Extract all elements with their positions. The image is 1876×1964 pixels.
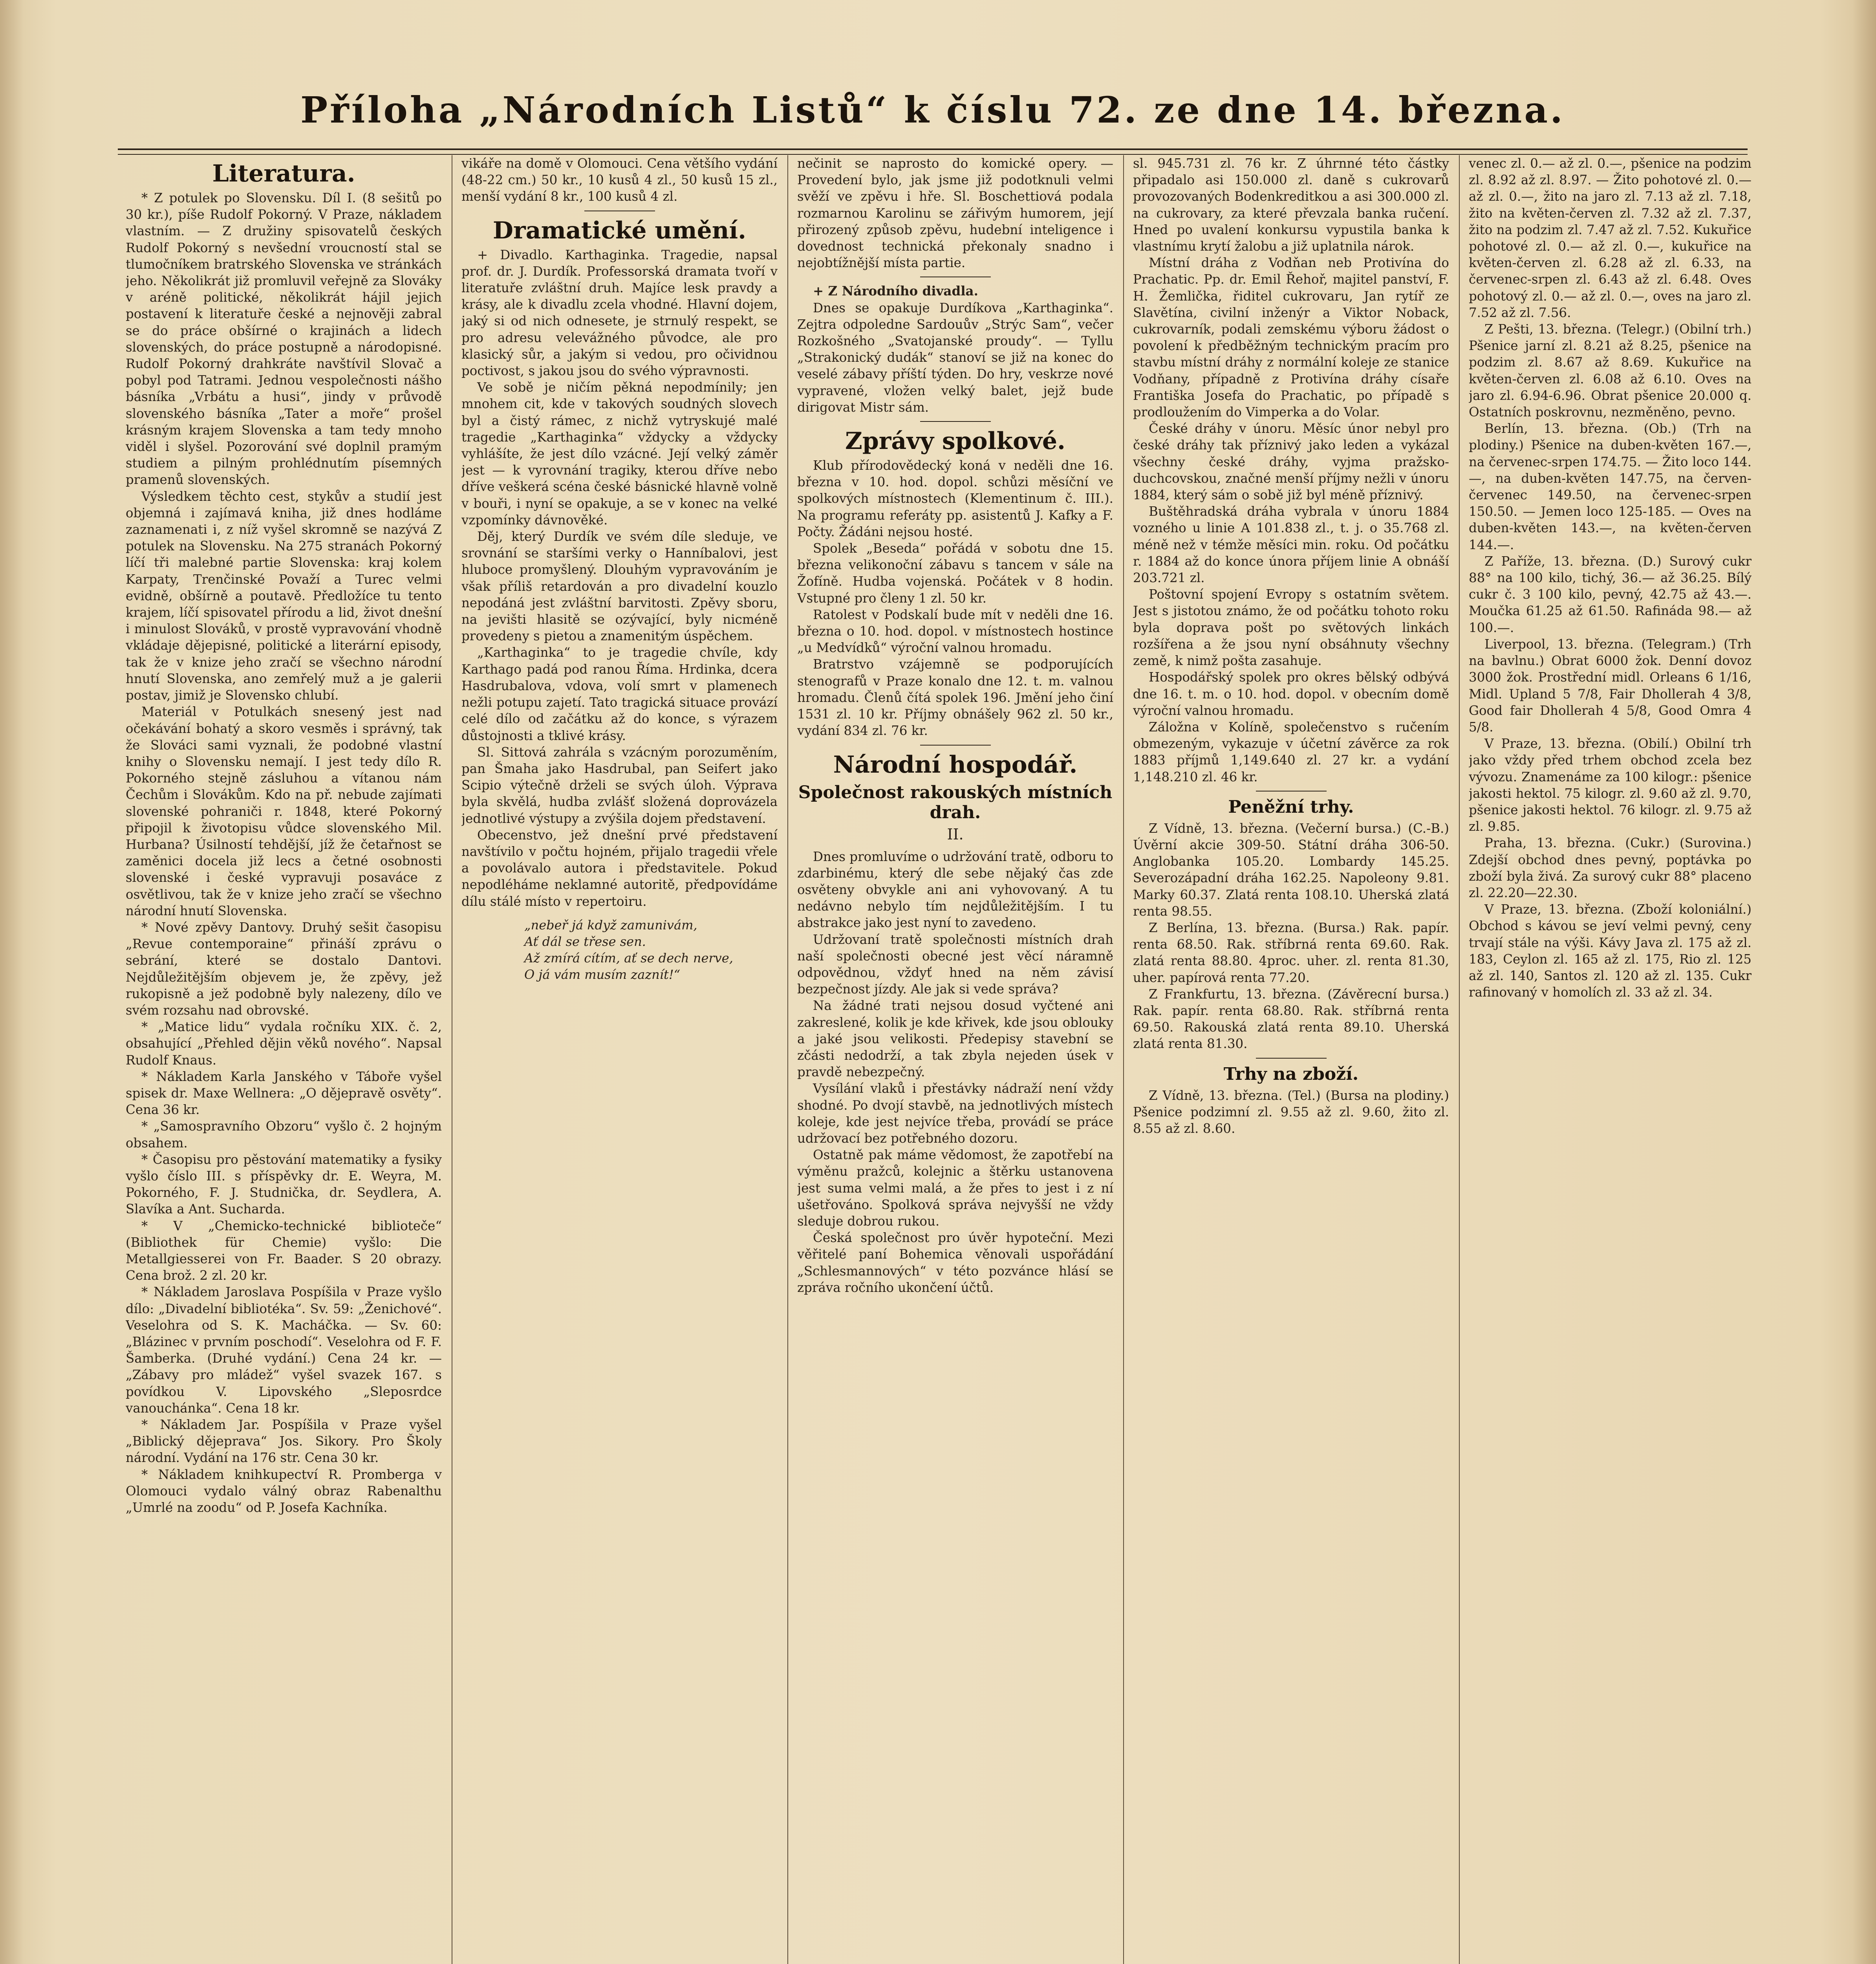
article-paragraph: Výsledkem těchto cest, stykův a studií jest objemná i zajímavá kniha, již dnes hodláme zaznamenati i, z níž vyšel skromně se nazývá Z potulek na Slovensku. Na 275 stranách Pokorný líčí tři malebné partie Slovenska: kraj kolem Karpaty, Trenčinské Považí a Turec velmi evidně, obšírně a poutavě. Předložíce tu tento krajem, líčí spisovatel přírodu a lid, život dnešní i minulost Slováků, v prostě vypravování vhodně vkládaje dějepisné, politické a literární episody, tak že v knize jeho zračí se všechno národní hnutí Slovenska, ano zemřelý muž a je galerii postav, jimiž je Slovensko chlubí. [126,489,442,703]
section-rule [920,745,991,746]
article-paragraph: * Nákladem Karla Janského v Táboře vyšel spisek dr. Maxe Wellnera: „O dějepravě osvěty“. Cena 36 kr. [126,1069,442,1118]
article-paragraph: Záložna v Kolíně, společenstvo s ručením obmezeným, vykazuje v účetní závěrce za rok 1883 příjmů 1,149.640 zl. 27 kr. a vydání 1,148.210 zl. 46 kr. [1133,719,1449,784]
article-paragraph: * Časopisu pro pěstování matematiky a fysiky vyšlo číslo III. s příspěvky dr. E. Weyra, M. Pokorného, F. J. Studnička, dr. Seydlera, A. Slavíka a Ant. Sucharda. [126,1152,442,1217]
column-1 [126,155,442,1964]
article-paragraph: Obecenstvo, jež dnešní prvé představení navštívilo v počtu hojném, přijalo tragedii vřele a povolávalo autora i představitele. Pokud nepodléháme neklamné autoritě, předpovídáme dílu stálé místo v repertoiru. [461,827,778,909]
article-paragraph: * Nákladem knihkupectví R. Promberga v Olomouci vydalo válný obraz Rabenalthu „Umrlé na zoodu“ od P. Josefa Kachníka. [126,1467,442,1515]
article-paragraph: Hospodářský spolek pro okres bělský odbývá dne 16. t. m. o 10. hod. dopol. v obecním domě výroční valnou hromadu. [1133,670,1449,718]
article-paragraph: venec zl. 0.— až zl. 0.—, pšenice na podzim zl. 8.92 až zl. 8.97. — Žito pohotové zl. 0.— až zl. 0.—, žito na jaro zl. 7.13 až zl. 7.18, žito na květen-červen zl. 7.32 až zl. 7.37, žito na podzim zl. 7.47 až zl. 7.52. Kukuřice pohotové zl. 0.— až zl. 0.—, kukuřice na květen-červen zl. 6.28 až zl. 6.33, na červenec-srpen zl. 6.43 až zl. 6.48. Oves pohotový zl. 0.— až zl. 0.—, oves na jaro zl. 7.52 až zl. 7.56. [1469,156,1752,320]
article-paragraph: * Nákladem Jaroslava Pospíšila v Praze vyšlo dílo: „Divadelní bibliotéka“. Sv. 59: „Ženichové“. Veselohra od S. K. Macháčka. — Sv. 60: „Blázinec v prvním poschodí“. Veselohra od F. F. Šamberka. (Druhé vydání.) Cena 24 kr. — „Zábavy pro mládež“ vyšel svazek 167. s povídkou V. Lipovského „Sleposrdce vanouchánka“. Cena 18 kr. [126,1284,442,1416]
masthead [118,81,1748,143]
article-paragraph: Z Paříže, 13. března. (D.) Surový cukr 88° na 100 kilo, tichý, 36.— až 36.25. Bílý cukr č. 3 100 kilo, pevný, 42.75 až 43.—. Moučka 61.25 až 61.50. Rafináda 98.— až 100.—. [1469,553,1752,635]
article-paragraph: nečinit se naprosto do komické opery. — Provedení bylo, jak jsme již podotknuli velmi svěží ve zpěvu i hře. Sl. Boschettiová podala rozmarnou Karolinu se zářivým humorem, její přirozený způsob zpěvu, hudební inteligence i dovednost technická překonaly snadno i nejobtížnější místa partie. [797,156,1113,271]
page-edge-shadow [0,0,24,1964]
article-paragraph: Z Vídně, 13. března. (Tel.) (Bursa na plodiny.) Pšenice podzimní zl. 9.55 až zl. 9.60, žito zl. 8.55 až zl. 8.60. [1133,1088,1449,1136]
article-paragraph: Ve sobě je ničím pěkná nepodmínily; jen mnohem cit, kde v takových soudných slovech byl a čistý rámec, z nichž vytryskujé malé tragedie „Karthaginka“ vždycky a vždycky vyhlášíte, že jest dílo vzácné. Její velký záměr jest — k vyrovnání tragiky, kterou dříve nebo dříve veškerá scéna české básnické hlavně volně v bouři, i nyní se opakuje, a se v konec na velké vzpomínky dávnověké. [461,380,778,528]
section-heading-literatura: Literatura. [212,160,355,187]
article-paragraph: Materiál v Potulkách snesený jest nad očekávání bohatý a skoro vesměs i správný, tak že Slováci sami vyznali, že podobné vlastní knihy o Slovensku nemají. I jest tedy dílo R. Pokorného stejně zásluhou a vítanou nám Čechům i Slovákům. Kdo na př. nebude zajímati slovenské pohraniči r. 1848, které Pokorný připojil k životopisu vůdce slovenského Mil. Hurbana? Úsilností tehdější, jíž že četařnost se zaměnici docela již lecs a četné osobnosti slovenské i české vypravuji posaváce z osvětlivou, tak že v knize jeho zračí se všechno národní hnutí Slovenska. [126,704,442,918]
article-paragraph: Dnes promluvíme o udržování tratě, odboru to zdarbinému, který dle sebe nějaký čas zde osvěteny obvykle ani ani vyhovovaný. A tu nedávno nebylo tím nejdůležitějším. I tu abstrakce jako jest nyní to zavedeno. [797,849,1113,931]
article-paragraph: Buštěhradská dráha vybrala v únoru 1884 vozného u linie A 101.838 zl., t. j. o 35.768 zl. méně než v témže měsíci min. roku. Od počátku r. 1884 až do konce února příjem linie A obnáší 203.721 zl. [1133,504,1449,586]
article-paragraph: Dnes se opakuje Durdíkova „Karthaginka“. Zejtra odpoledne Sardouův „Strýc Sam“, večer Rozkošného „Svatojanské proudy“. — Tyllu „Strakonický dudák“ stanoví se již na konec do veselé zábavy příští týden. Do hry, veskrze nové vypravené, vložen velký balet, jejž bude dirigovat Mistr sám. [797,300,1113,415]
article-paragraph: Bratrstvo vzájemně se podporujících stenografů v Praze konalo dne 12. t. m. valnou hromadu. Členů čítá spolek 196. Jmění jeho činí 1531 zl. 10 kr. Příjmy obnášely 962 zl. 50 kr., vydání 834 zl. 76 kr. [797,657,1113,738]
subheading-divadlo: + Z Národního divadla. [813,283,978,299]
article-paragraph: Z Pešti, 13. března. (Telegr.) (Obilní trh.) Pšenice jarní zl. 8.21 až 8.25, pšenice na podzim zl. 8.67 až 8.69. Kukuřice na květen-červen zl. 6.08 až 6.10. Oves na jaro zl. 6.94-6.96. Obrat pšenice 20.000 q. Ostatních poskrovnu, nezměněno, pevno. [1469,322,1752,420]
poem-line: Ať dál se třese sen. [524,934,646,949]
article-paragraph: * Z potulek po Slovensku. Díl I. (8 sešitů po 30 kr.), píše Rudolf Pokorný. V Praze, nákladem vlastním. — Z družiny spisovatelů českých Rudolf Pokorný s nevšední vroucností stal se tlumočníkem bratrského Slovenska ve stránkách jeho. Několikrát již promluvil veřejně za Slováky v aréně politické, několikrát hájil jejich postavení k literatuře české a nejnověji zabral se do práce obšírné o krajinách a lidech slovenských, do práce postupně a národopisné. Rudolf Pokorný drahkráte navštívil Slovač a pobyl pod Tatrami. Jednou vespolečnosti nášho básníka „Vrbátu a husi“, jindy v průvodě slovenského básníka „Tater a moře“ prošel krásným krajem Slovenska a tam tedy mnoho viděl i slyšel. Pozorování své doplnil pramým studiem a pilným prohlédnutím písemných pramenů slovenských. [126,191,442,487]
article-paragraph: Na žádné trati nejsou dosud vyčtené ani zakreslené, kolik je kde křivek, kde jsou oblouky a jaké jsou velikosti. Předepisy stavební se zčásti nedodrží, a tak zbyla nejeden úsek v pravdě nebezpečný. [797,998,1113,1080]
article-paragraph: Udržovaní tratě společnosti místních drah naší společnosti obecné jest věcí náramně odpovědnou, vždyť hned na něm závisí bezpečnost jízdy. Ale jak si vede správa? [797,932,1113,997]
article-paragraph: Místní dráha z Vodňan neb Protivína do Prachatic. Pp. dr. Emil Řehoř, majitel panství, F. H. Žemlička, řiditel cukrovaru, Jan rytíř ze Slavětína, civilní inženýr a Viktor Noback, cukrovarník, podali zemskému výboru žádost o povolení k předběžným technickým pracím pro stavbu místní dráhy z normální koleje ze stanice Vodňany, případně z Protivína dráhy císaře Františka Josefa do Prachatic, po případě s prodloužením do Vimperka a do Volar. [1133,255,1449,420]
column-5 [1469,155,1752,1964]
section-heading-zpravy: Zprávy spolkové. [845,427,1065,455]
article-paragraph: Ratolest v Podskalí bude mít v neděli dne 16. března o 10. hod. dopol. v místnostech hostince „u Medvídků“ výroční valnou hromadu. [797,607,1113,656]
article-paragraph: Liverpool, 13. března. (Telegram.) (Trh na bavlnu.) Obrat 6000 žok. Denní dovoz 3000 žok. Prostřední midl. Orleans 6 1/16, Midl. Upland 5 7/8, Fair Dhollerah 4 3/8, Good fair Dhollerah 4 5/8, Good Omra 4 5/8. [1469,636,1752,735]
article-paragraph: * „Samospravního Obzoru“ vyšlo č. 2 hojným obsahem. [126,1119,442,1151]
article-paragraph: Sl. Sittová zahrála s vzácným porozuměním, pan Šmaha jako Hasdrubal, pan Seifert jako Scipio výtečně drželi se svých úloh. Výprava byla skvělá, hudba zvlášť složená doprovázela jednotlivé výstupy a zvýšila dojem představení. [461,744,778,826]
poem-quote [524,917,778,983]
article-paragraph: Ostatně pak máme vědomost, že zapotřebí na výměnu pražců, kolejnic a štěrku ustanovena jest suma velmi malá, a že přes to jest i z ní ušetřováno. Spolková správa nejvyšší ne vždy sleduje dobrou rukou. [797,1147,1113,1229]
article-paragraph: * V „Chemicko-technické biblioteče“ (Bibliothek für Chemie) vyšlo: Die Metallgiesserei von Fr. Baader. S 20 obrazy. Cena brož. 2 zl. 20 kr. [126,1218,442,1283]
article-paragraph [797,283,1113,299]
column-2 [461,155,778,1964]
article-paragraph: Česká společnost pro úvěr hypoteční. Mezi věřitelé paní Bohemica věnovali uspořádání „Schlesmannových“ v této pozvánce hlásí se zpráva ročního ukončení účtů. [797,1230,1113,1295]
article-paragraph: + Divadlo. Karthaginka. Tragedie, napsal prof. dr. J. Durdík. Professorská dramata tvoří v literatuře zvláštní druh. Majíce lesk pravdy a krásy, ale k divadlu zcela vhodné. Hlavní dojem, jaký si od nich odnesete, je strnulý respekt, se pro adresu velevážného původce, ale pro klasický sůr, a jakým si vedou, pro očividnou poctivost, s jakou jsou do svého výpravnosti. [461,247,778,379]
article-paragraph: * Nákladem Jar. Pospíšila v Praze vyšel „Biblický dějeprava“ Jos. Sikory. Pro Školy národní. Vydání na 176 str. Cena 30 kr. [126,1417,442,1466]
masthead-title: Příloha „Národních Listů“ k číslu 72. ze dne 14. března. [300,89,1565,131]
article-paragraph: Děj, který Durdík ve svém díle sleduje, ve srovnání se staršími verky o Hanníbalovi, jest hluboce promyšlený. Dlouhým vypravováním je však příliš retardován a pro divadelní kouzlo nepodáná jest zvláštní barvitosti. Zpěvy sboru, na jevišti hlasitě se ozývající, byly nicméně provedeny s pietou a znamenitým úspěchem. [461,529,778,644]
article-paragraph: „Karthaginka“ to je tragedie chvíle, kdy Karthago padá pod ranou Říma. Hrdinka, dcera Hasdrubalova, vdova, volí smrt v plamenech nežli potupu zajetí. Tato tragická situace provází celé dílo od začátku až do konce, s výrazem důstojnosti a tklivé krásy. [461,645,778,743]
section-part-number: II. [947,825,964,843]
section-heading-trhy-na-zbozi: Trhy na zboží. [1223,1064,1359,1084]
section-heading-penezni-trhy: Peněžní trhy. [1228,797,1354,817]
column-3 [797,155,1113,1964]
section-rule [1256,1058,1327,1059]
article-paragraph: * Nové zpěvy Dantovy. Druhý sešit časopisu „Revue contemporaine“ přináší zprávu o sebrání, které se dostalo Dantovi. Nejdůležitějším objevem je, že zpěvy, jež rukopisně a jež podobně byly nalezeny, dílo ve svém rozsahu nad obrovské. [126,920,442,1018]
article-paragraph: Z Frankfurtu, 13. března. (Závěrecní bursa.) Rak. papír. renta 68.80. Rak. stříbrná renta 69.50. Rakouská zlatá renta 89.10. Uherská zlatá renta 81.30. [1133,986,1449,1052]
section-subheading: Společnost rakouských místních drah. [798,782,1113,823]
column-divider [1123,155,1124,1964]
section-heading-narodni-hospodar: Národní hospodář. [833,751,1078,779]
article-paragraph: * „Matice lidu“ vydala ročníku XIX. č. 2, obsahující „Přehled dějin věků nového“. Napsal Rudolf Knaus. [126,1019,442,1068]
article-paragraph: Vysílání vlaků i přestávky nádraží není vždy shodné. Po dvojí stavbě, na jednotlivých místech koleje, kde jest nejvíce třeba, provádí se práce udržovací bez potřebného dozoru. [797,1081,1113,1146]
poem-line: O já vám musím zaznít!“ [524,967,681,982]
poem-line: Až zmírá cítím, ať se dech nerve, [524,950,733,966]
column-4 [1133,155,1449,1964]
article-paragraph: sl. 945.731 zl. 76 kr. Z úhrnné této částky připadalo asi 150.000 zl. daně s cukrovarů provozovaných Bodenkreditkou a asi 300.000 zl. na cukrovary, za které převzala banka ručení. Hned po uvalení konkursu vypustila banka k vlastnímu krytí žalobu a již uplatnila nárok. [1133,156,1449,254]
article-paragraph: vikáře na domě v Olomouci. Cena většího vydání (48-22 cm.) 50 kr., 10 kusů 4 zl., 50 kusů 15 zl., menší vydání 8 kr., 100 kusů 4 zl. [461,156,778,204]
article-paragraph: V Praze, 13. března. (Zboží koloniální.) Obchod s kávou se jeví velmi pevný, ceny trvají stále na výši. Kávy Java zl. 175 až zl. 183, Ceylon zl. 165 až zl. 175, Rio zl. 125 až zl. 140, Santos zl. 120 až zl. 135. Cukr rafinovaný v homolích zl. 33 až zl. 34. [1469,902,1752,1000]
article-paragraph: Klub přírodovědecký koná v neděli dne 16. března v 10. hod. dopol. schůzi měsíční ve spolkových místnostech (Klementinum č. III.). Na programu referáty pp. asistentů J. Kafky a F. Počty. Žádáni nejsou hosté. [797,458,1113,539]
article-paragraph: V Praze, 13. března. (Obilí.) Obilní trh jako vždy před trhem obchod zcela bez vývozu. Znamenáme za 100 kilogr.: pšenice jakosti hektol. 75 kilogr. zl. 9.60 až zl. 9.70, pšenice jakosti hektol. 76 kilogr. zl. 9.75 až zl. 9.85. [1469,736,1752,834]
column-divider [1459,155,1460,1964]
article-paragraph: Poštovní spojení Evropy s ostatním světem. Jest s jistotou známo, že od počátku tohoto roku byla doprava pošt po světových linkách rozšířena a že jsou nyní obsáhnuty všechny země, k nimž pošta zasahuje. [1133,587,1449,669]
poem-line: „nebeř já když zamunivám, [524,917,697,933]
page-edge-shadow [1852,0,1876,1964]
article-paragraph: Berlín, 13. března. (Ob.) (Trh na plodiny.) Pšenice na duben-květen 167.—, na červenec-srpen 174.75. — Žito loco 144.—, na duben-květen 147.75, na červen-červenec 149.50, na červenec-srpen 150.50. — Jemen loco 125-185. — Oves na duben-květen 143.—, na květen-červen 144.—. [1469,421,1752,552]
article-paragraph: Spolek „Beseda“ pořádá v sobotu dne 15. března velikonoční zábavu s tancem v sále na Žofíně. Hudba vojenská. Počátek v 8 hodin. Vstupné pro členy 1 zl. 50 kr. [797,541,1113,606]
column-divider [787,155,788,1964]
article-paragraph: Z Berlína, 13. března. (Bursa.) Rak. papír. renta 68.50. Rak. stříbrná renta 69.60. Rak. zlatá renta 88.80. 4proc. uher. zl. renta 81.30, uher. papírová renta 77.20. [1133,920,1449,985]
section-heading-dramaticke: Dramatické umění. [492,216,747,244]
article-paragraph: Praha, 13. března. (Cukr.) (Surovina.) Zdejší obchod dnes pevný, poptávka po zboží byla živá. Za surový cukr 88° placeno zl. 22.20—22.30. [1469,835,1752,900]
section-rule [920,421,991,422]
article-paragraph: České dráhy v únoru. Měsíc únor nebyl pro české dráhy tak příznivý jako leden a vykázal všechny české dráhy, vyjma pražsko-duchcovskou, značné menší příjmy nežli v únoru 1884, který sám o sobě již byl méně příznivý. [1133,421,1449,503]
article-paragraph: Z Vídně, 13. března. (Večerní bursa.) (C.-B.) Úvěrní akcie 309-50. Státní dráha 306-50. Anglobanka 105.20. Lombardy 145.25. Severozápadní dráha 162.25. Napoleony 9.81. Marky 60.37. Zlatá renta 108.10. Uherská zlatá renta 98.55. [1133,821,1449,919]
masthead-rule [118,148,1748,155]
